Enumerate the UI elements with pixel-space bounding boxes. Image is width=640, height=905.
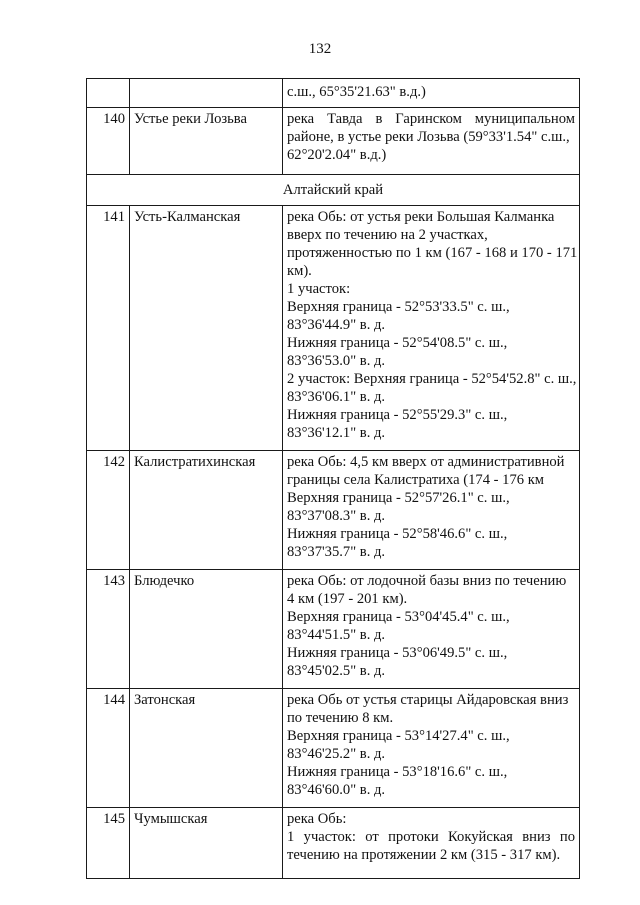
description-line: Верхняя граница - 52°57'26.1" с. ш., <box>287 490 510 506</box>
description-line: с.ш., 65°35'21.63" в.д.) <box>287 84 426 100</box>
description-line: 83°46'60.0" в. д. <box>287 782 386 798</box>
description-line: 83°45'02.5" в. д. <box>287 663 386 679</box>
description-line: река Обь от устья старицы Айдаровская вниз <box>287 692 569 708</box>
row-number: 143 <box>87 570 130 689</box>
row-number-cell <box>87 79 130 108</box>
table-row-144 <box>87 689 580 808</box>
description-line: река Обь: 4,5 км вверх от административной <box>287 454 565 470</box>
description-cell <box>283 108 580 175</box>
description-line: 83°36'06.1" в. д. <box>287 389 386 405</box>
table-row-140 <box>87 108 580 175</box>
description-cell <box>283 206 580 451</box>
description-line: Верхняя граница - 53°04'45.4" с. ш., <box>287 609 510 625</box>
description-line: по течению 8 км. <box>287 710 394 726</box>
description-line: 83°36'53.0" в. д. <box>287 353 386 369</box>
description-cell <box>283 79 580 108</box>
site-name: Затонская <box>130 689 283 808</box>
description-line: Нижняя граница - 52°55'29.3" с. ш., <box>287 407 508 423</box>
description-line: 83°37'08.3" в. д. <box>287 508 386 524</box>
description-line: 62°20'2.04" в.д.) <box>287 147 387 163</box>
site-name: Устье реки Лозьва <box>130 108 283 175</box>
description-cell <box>283 808 580 879</box>
row-number: 141 <box>87 206 130 451</box>
description-line: вверх по течению на 2 участках, <box>287 227 488 243</box>
row-number: 140 <box>87 108 130 175</box>
description-line: река Тавда в Гаринском муниципальном <box>287 111 575 127</box>
description-line: Нижняя граница - 52°58'46.6" с. ш., <box>287 526 508 542</box>
table-row-141 <box>87 206 580 451</box>
description-line: 83°36'12.1" в. д. <box>287 425 386 441</box>
description-line: река Обь: <box>287 811 347 827</box>
description-line: Нижняя граница - 52°54'08.5" с. ш., <box>287 335 508 351</box>
description-line: 83°44'51.5" в. д. <box>287 627 386 643</box>
page-number: 132 <box>308 41 332 57</box>
description-line: Нижняя граница - 53°18'16.6" с. ш., <box>287 764 508 780</box>
table-row-142 <box>87 451 580 570</box>
region-row <box>87 175 580 206</box>
row-number: 145 <box>87 808 130 879</box>
site-name: Калистратихинская <box>130 451 283 570</box>
table-row-143 <box>87 570 580 689</box>
row-number: 142 <box>87 451 130 570</box>
description-line: границы села Калистратиха (174 - 176 км <box>287 472 545 488</box>
site-name: Усть-Калманская <box>130 206 283 451</box>
description-line: км). <box>287 263 312 279</box>
description-cell <box>283 451 580 570</box>
description-line: 4 км (197 - 201 км). <box>287 591 408 607</box>
description-line: 83°37'35.7" в. д. <box>287 544 386 560</box>
description-line: течению на протяжении 2 км (315 - 317 км). <box>287 847 561 863</box>
description-cell <box>283 689 580 808</box>
site-name: Блюдечко <box>130 570 283 689</box>
description-line: 1 участок: от протоки Кокуйская вниз по <box>287 829 575 845</box>
description-line: протяженностью по 1 км (167 - 168 и 170 - 171 <box>287 245 578 261</box>
description-line: 83°36'44.9" в. д. <box>287 317 386 333</box>
description-line: Нижняя граница - 53°06'49.5" с. ш., <box>287 645 508 661</box>
description-line: река Обь: от устья реки Большая Калманка <box>287 209 555 225</box>
water-areas-table <box>86 78 580 879</box>
description-line: 83°46'25.2" в. д. <box>287 746 386 762</box>
site-name: Чумышская <box>130 808 283 879</box>
table-row-145 <box>87 808 580 879</box>
description-cell <box>283 570 580 689</box>
description-line: река Обь: от лодочной базы вниз по течению <box>287 573 567 589</box>
description-line: 1 участок: <box>287 281 351 297</box>
table-row-continuation <box>87 79 580 108</box>
row-number: 144 <box>87 689 130 808</box>
description-line: 2 участок: Верхняя граница - 52°54'52.8" с. ш., <box>287 371 577 387</box>
site-name-cell <box>130 79 283 108</box>
description-line: районе, в устье реки Лозьва (59°33'1.54" с.ш., <box>287 129 570 145</box>
description-line: Верхняя граница - 53°14'27.4" с. ш., <box>287 728 510 744</box>
region-heading: Алтайский край <box>87 175 580 206</box>
description-line: Верхняя граница - 52°53'33.5" с. ш., <box>287 299 510 315</box>
